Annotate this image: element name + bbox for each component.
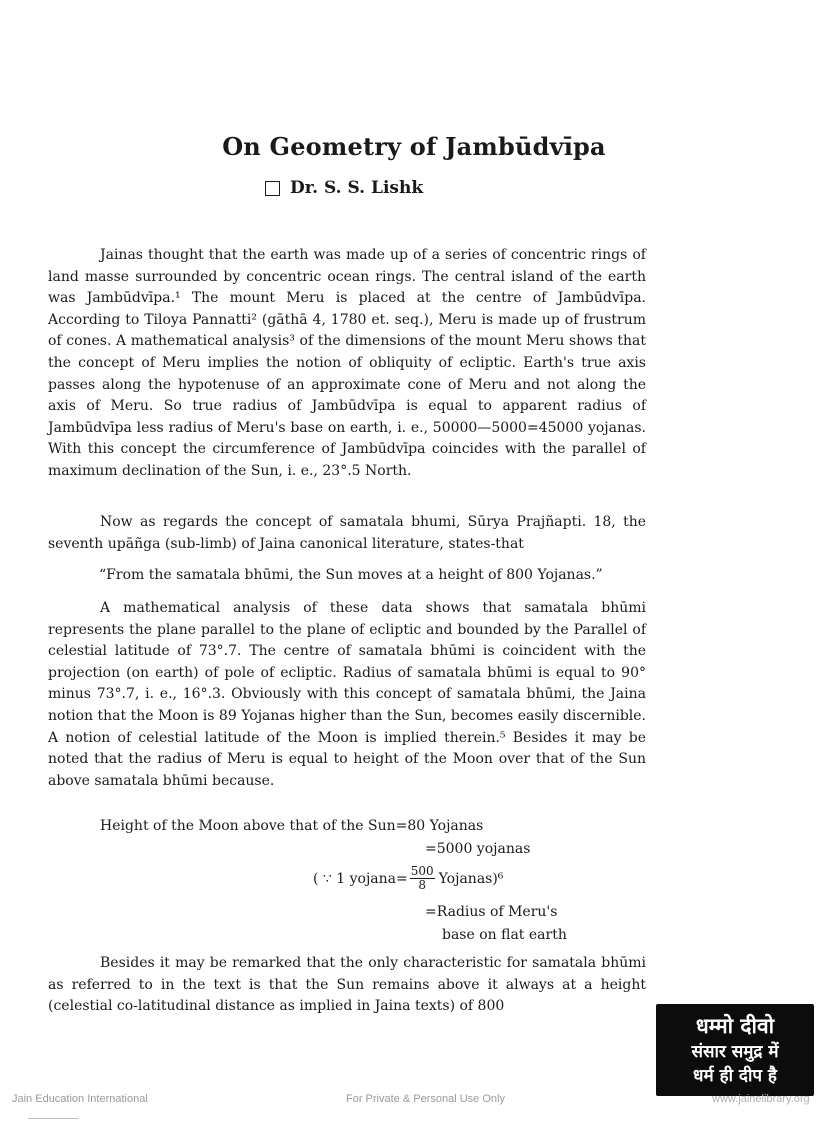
- logo-line-1: धम्मो दीवो: [695, 1014, 775, 1038]
- jain-logo-box: [656, 1004, 814, 1096]
- checkbox-square-icon: [265, 181, 280, 196]
- paragraph-1-text: Jainas thought that the earth was made up of a series of concentric rings of land masse surrounded by concentric ocean rings. The central island of the earth was Jambūdvīpa.¹ The mount Meru is placed at the centre of Jambūdvīpa. According to Tiloya Pannatti² (gāthā 4, 1780 et. seq.), Meru is made up of frustrum of cones. A mathematical analysis³ of the dimensions of the mount Meru shows that the concept of Meru implies the notion of obliquity of ecliptic. Earth's true axis passes along the hypotenuse of an approximate cone of Meru and not along the axis of Meru. So true radius of Jambūdvīpa is equal to apparent radius of Jambūdvīpa less radius of Meru's base on earth, i. e., 50000—5000=45000 yojanas. With this concept the circumference of Jambūdvīpa coincides with the parallel of maximum declination of the Sun, i. e., 23°.5 North.: [48, 247, 646, 479]
- fraction-numerator: 500: [410, 864, 434, 878]
- equation-line-5: base on flat earth: [442, 927, 567, 943]
- logo-line-2: संसार समुद्र में: [691, 1042, 779, 1062]
- logo-line-3: धर्म ही दीप है: [693, 1066, 777, 1086]
- author-line: [265, 178, 423, 198]
- paragraph-1: [48, 245, 646, 483]
- equation-line-3: [313, 865, 503, 892]
- paragraph-2-text: Now as regards the concept of samatala bhumi, Sūrya Prajñapti. 18, the seventh upāñga (sub-limb) of Jaina canonical literature, states-that: [48, 514, 646, 552]
- equation-suffix: Yojanas)⁶: [438, 870, 504, 887]
- equation-line-1: Height of the Moon above that of the Sun=80 Yojanas: [100, 818, 484, 834]
- equation-line-2: =5000 yojanas: [425, 841, 531, 857]
- paragraph-2: [48, 512, 646, 555]
- paragraph-3: [48, 598, 646, 792]
- author-name: Dr. S. S. Lishk: [290, 178, 424, 198]
- page-title: On Geometry of Jambūdvīpa: [222, 132, 606, 161]
- quotation: “From the samatala bhūmi, the Sun moves at a height of 800 Yojanas.”: [99, 567, 603, 583]
- footer-center: For Private & Personal Use Only: [346, 1093, 505, 1105]
- paragraph-4-text: Besides it may be remarked that the only characteristic for samatala bhūmi as referred to in the text is that the Sun remains above it always at a height (celestial co-latitudinal distance as implied in Jaina texts) of 800: [48, 955, 646, 1015]
- fraction: [410, 865, 435, 892]
- paragraph-4: [48, 953, 646, 1018]
- paragraph-3-text: A mathematical analysis of these data shows that samatala bhūmi represents the plane parallel to the plane of ecliptic and bounded by the Parallel of celestial latitude of 73°.7. The centre of samatala bhūmi is coincident with the projection (on earth) of pole of ecliptic. Radius of samatala bhūmi is equal to 90° minus 73°.7, i. e., 16°.3. Obviously with this concept of samatala bhūmi, the Jaina notion that the Moon is 89 Yojanas higher than the Sun, becomes easily discernible. A notion of celestial latitude of the Moon is implied therein.⁵ Besides it may be noted that the radius of Meru is equal to height of the Moon over that of the Sun above samatala bhūmi because.: [48, 600, 646, 789]
- equation-line-4: =Radius of Meru's: [425, 904, 558, 920]
- equation-prefix: ( ∵ 1 yojana=: [313, 870, 408, 887]
- fraction-denominator: 8: [418, 878, 427, 892]
- footer-divider: [28, 1118, 78, 1119]
- footer-left: Jain Education International: [12, 1093, 148, 1105]
- footer-url-link[interactable]: www.jainelibrary.org: [712, 1093, 810, 1105]
